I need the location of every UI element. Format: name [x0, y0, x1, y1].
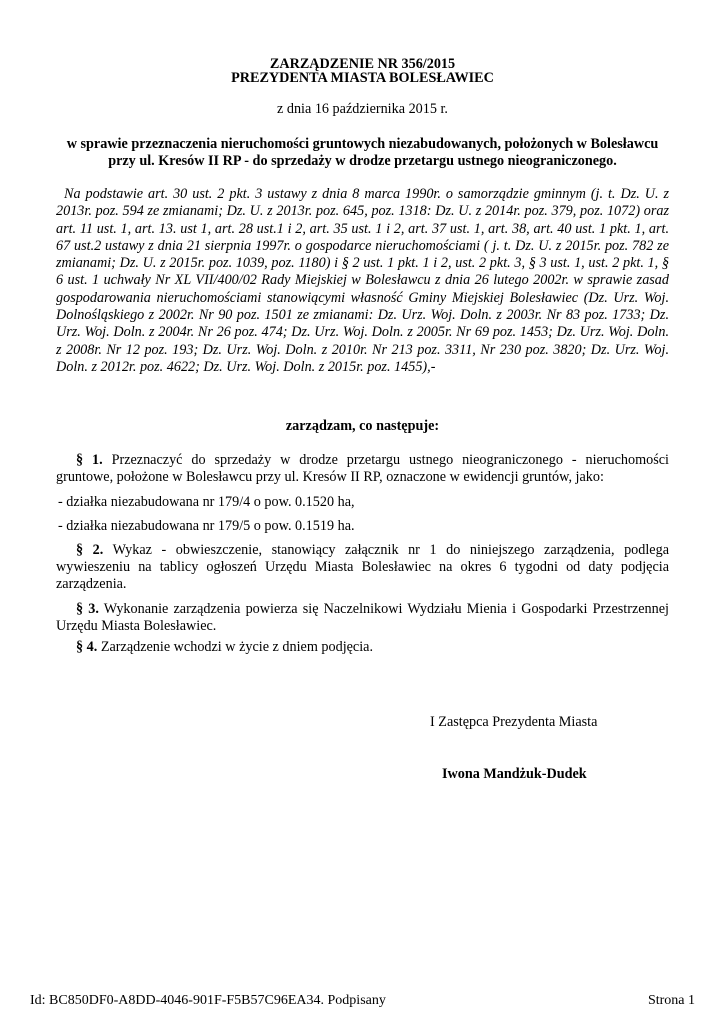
section-3-text: Wykonanie zarządzenia powierza się Naczelnikowi Wydziału Mienia i Gospodarki Przestrzennej Urzędu Miasta Bolesławiec.: [56, 601, 669, 634]
legal-basis-paragraph: Na podstawie art. 30 ust. 2 pkt. 3 ustawy z dnia 8 marca 1990r. o samorządzie gminnym (j. t. Dz. U. z 2013r. poz. 594 ze zmianami; Dz. U. z 2013r. poz. 645, poz. 1318: Dz. U. z 2014r. poz. 379, poz. 1072) oraz art. 11 ust. 1, art. 13. ust 1, art. 28 ust.1 i 2, art. 35 ust. 1 i 2, art. 37 ust. 1, art. 38, art. 40 ust. 1 pkt. 1, art. 67 ust.2 ustawy z dnia 21 sierpnia 1997r. o gospodarce nieruchomościami ( j. t. Dz. U. z 2015r. poz. 782 ze zmianami; Dz. U. z 2015r. poz. 1039, poz. 1180) i § 2 ust. 1 pkt. 1 i 2, ust. 2 pkt. 3, § 3 ust. 1, ust. 2 pkt. 1, § 6 ust. 1 uchwały Nr XL VII/400/02 Rady Miejskiej w Bolesławcu z dnia 26 lutego 2002r. w sprawie zasad gospodarowania nieruchomościami stanowiącymi własność Gminy Miejskiej Bolesławiec (Dz. Urz. Woj. Dolnośląskiego z 2002r. Nr 90 poz. 1501 ze zmianami: Dz. Urz. Woj. Doln. z 2003r. Nr 83 poz. 1733; Dz. Urz. Woj. Doln. z 2004r. Nr 26 poz. 474; Dz. Urz. Woj. Doln. z 2005r. Nr 69 poz. 1453; Dz. Urz. Woj. Doln. z 2008r. Nr 12 poz. 193; Dz. Urz. Woj. Doln. z 2010r. Nr 213 poz. 3311, Nr 230 poz. 3820; Dz. Urz. Woj. Doln. z 2012r. poz. 4622; Dz. Urz. Woj. Doln. z 2015r. poz. 1455),-: [56, 186, 669, 375]
section-2-label: § 2.: [76, 542, 104, 558]
footer-document-id: Id: BC850DF0-A8DD-4046-901F-F5B57C96EA34. Podpisany: [30, 993, 386, 1008]
section-1: [56, 452, 669, 486]
section-2: [56, 542, 669, 592]
section-3-label: § 3.: [76, 601, 99, 617]
footer-page-number: Strona 1: [647, 993, 695, 1008]
section-2-text: Wykaz - obwieszczenie, stanowiący załącznik nr 1 do niniejszego zarządzenia, podlega wywieszeniu na tablicy ogłoszeń Urzędu Miasta Bolesławiec na okres 6 tygodni od daty podjęcia zarządzenia.: [56, 542, 669, 592]
section-4-label: § 4.: [76, 639, 98, 655]
signatory-role: I Zastępca Prezydenta Miasta: [430, 714, 598, 730]
plot-list-item: - działka niezabudowana nr 179/5 o pow. 0.1519 ha.: [58, 518, 355, 534]
document-date: z dnia 16 października 2015 r.: [277, 101, 448, 117]
document-subject: w sprawie przeznaczenia nieruchomości gruntowych niezabudowanych, położonych w Bolesławcu przy ul. Kresów II RP - do sprzedaży w drodze przetargu ustnego nieograniczonego.: [66, 136, 659, 169]
signatory-name: Iwona Mandżuk-Dudek: [442, 766, 587, 782]
section-1-label: § 1.: [76, 452, 103, 468]
section-4-text: Zarządzenie wchodzi w życie z dniem podjęcia.: [100, 639, 374, 655]
section-4: [56, 639, 669, 656]
document-title-line2: PREZYDENTA MIASTA BOLESŁAWIEC: [231, 70, 494, 86]
section-3: [56, 601, 669, 635]
decree-phrase: zarządzam, co następuje:: [285, 418, 440, 434]
section-1-text: Przeznaczyć do sprzedaży w drodze przetargu ustnego nieograniczonego - nieruchomości gruntowe, położone w Bolesławcu przy ul. Kresów II RP, oznaczone w ewidencji gruntów, jako:: [56, 452, 670, 485]
plot-list-item: - działka niezabudowana nr 179/4 o pow. 0.1520 ha,: [58, 494, 355, 510]
document-title-line1: ZARZĄDZENIE NR 356/2015: [269, 56, 456, 72]
